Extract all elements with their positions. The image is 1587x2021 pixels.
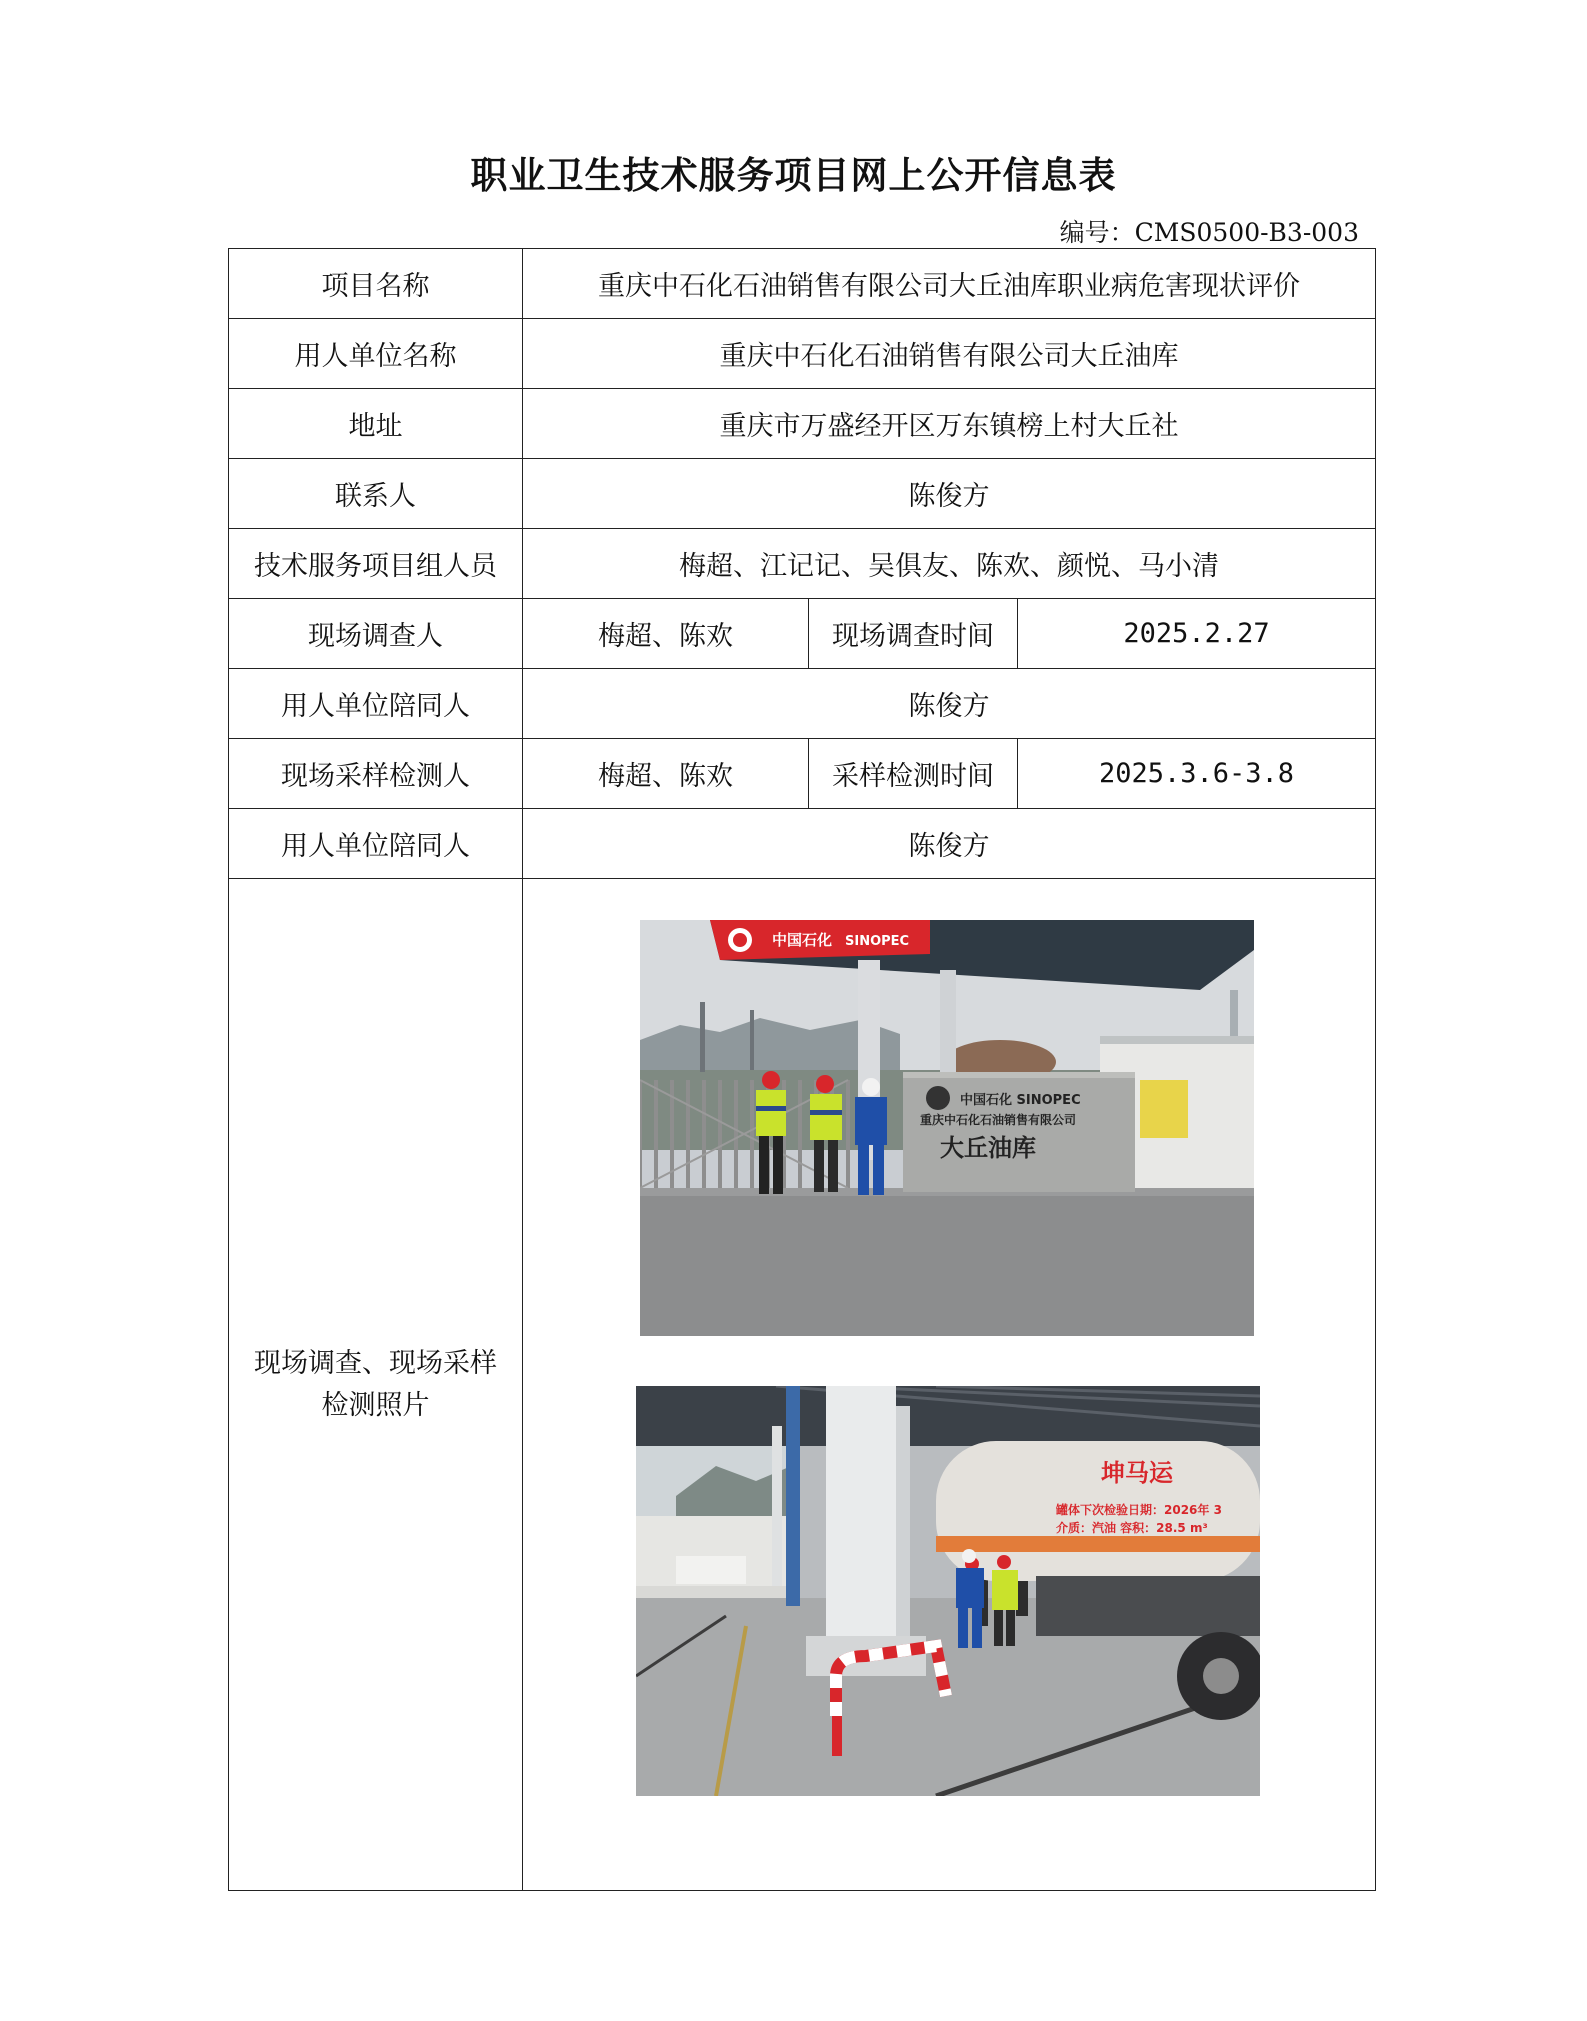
tanker-line2: 介质：汽油 容积：28.5 m³ <box>1056 1521 1208 1535</box>
label-employer-name: 用人单位名称 <box>229 319 523 389</box>
sign-line3: 大丘油库 <box>940 1134 1036 1162</box>
label-survey-time: 现场调查时间 <box>809 599 1018 669</box>
value-address: 重庆市万盛经开区万东镇榜上村大丘社 <box>523 389 1376 459</box>
label-sampling-escort: 用人单位陪同人 <box>229 809 523 879</box>
value-sampling-escort: 陈俊方 <box>523 809 1376 879</box>
row-contact <box>229 459 1376 529</box>
value-contact: 陈俊方 <box>523 459 1376 529</box>
page-title: 职业卫生技术服务项目网上公开信息表 <box>470 153 1117 197</box>
value-survey-escort: 陈俊方 <box>523 669 1376 739</box>
value-employer-name: 重庆中石化石油销售有限公司大丘油库 <box>523 319 1376 389</box>
row-photos <box>229 879 1376 1891</box>
document-number: 编号：CMS0500-B3-003 <box>1059 218 1359 247</box>
label-team: 技术服务项目组人员 <box>229 529 523 599</box>
label-address: 地址 <box>229 389 523 459</box>
label-contact: 联系人 <box>229 459 523 529</box>
label-survey-escort: 用人单位陪同人 <box>229 669 523 739</box>
photo-loading-bay <box>636 1386 1260 1796</box>
photo-depot-gate <box>640 920 1254 1336</box>
sign-line2: 重庆中石化石油销售有限公司 <box>920 1113 1077 1127</box>
canopy-text-en: SINOPEC <box>845 934 910 949</box>
label-photos-line2: 检测照片 <box>321 1389 430 1421</box>
label-sampling-time: 采样检测时间 <box>809 739 1018 809</box>
row-sampling-escort <box>229 809 1376 879</box>
sign-line1: 中国石化 SINOPEC <box>960 1093 1081 1108</box>
row-survey-escort <box>229 669 1376 739</box>
value-sampling-time: 2025.3.6-3.8 <box>1018 739 1376 809</box>
info-table <box>228 248 1376 1891</box>
row-team <box>229 529 1376 599</box>
canopy-text-cn: 中国石化 <box>772 931 833 949</box>
photos-cell <box>523 879 1376 1891</box>
row-address <box>229 389 1376 459</box>
value-surveyor: 梅超、陈欢 <box>523 599 809 669</box>
label-photos-line1: 现场调查、现场采样 <box>254 1347 497 1379</box>
row-employer-name <box>229 319 1376 389</box>
label-project-name: 项目名称 <box>229 249 523 319</box>
label-sampler: 现场采样检测人 <box>229 739 523 809</box>
row-project-name <box>229 249 1376 319</box>
value-team: 梅超、江记记、吴俱友、陈欢、颜悦、马小清 <box>523 529 1376 599</box>
value-survey-time: 2025.2.27 <box>1018 599 1376 669</box>
row-sampling <box>229 739 1376 809</box>
value-sampler: 梅超、陈欢 <box>523 739 809 809</box>
label-surveyor: 现场调查人 <box>229 599 523 669</box>
label-photos <box>229 879 523 1891</box>
row-survey <box>229 599 1376 669</box>
tanker-brand: 坤马运 <box>1101 1459 1173 1487</box>
value-project-name: 重庆中石化石油销售有限公司大丘油库职业病危害现状评价 <box>523 249 1376 319</box>
tanker-line1: 罐体下次检验日期：2026年 3 <box>1056 1503 1222 1517</box>
